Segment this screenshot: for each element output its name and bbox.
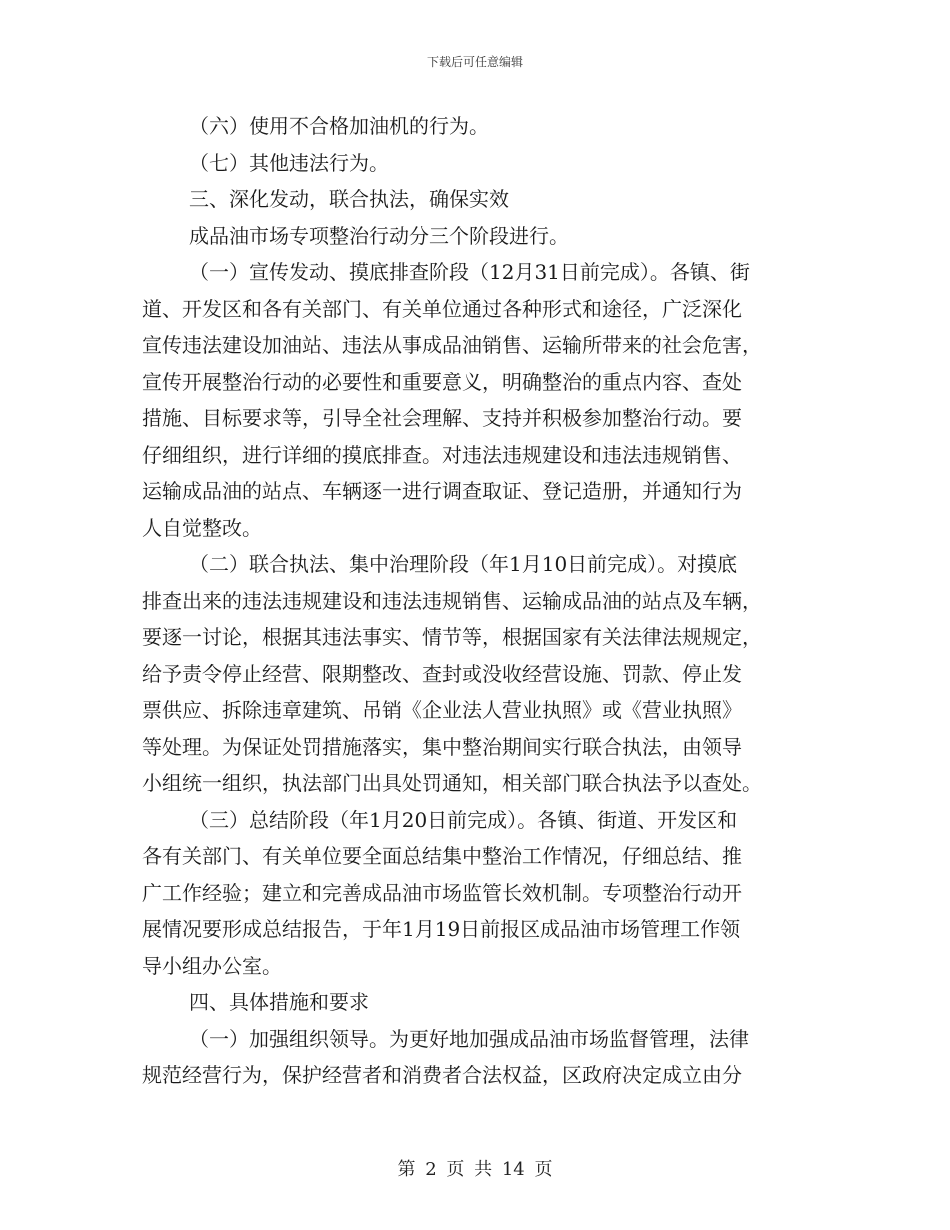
text-line: 给予责令停止经营、限期整改、查封或没收经营设施、罚款、停止发 (142, 661, 742, 686)
text-line: 宣传开展整治行动的必要性和重要意义，明确整治的重点内容、查处 (142, 369, 742, 394)
page-number: 第 2 页 共 14 页 (397, 1159, 553, 1180)
text-line: 成品油市场专项整治行动分三个阶段进行。 (189, 223, 569, 248)
page-header-note: 下载后可任意编辑 (426, 55, 523, 69)
text-line: 票供应、拆除违章建筑、吊销《企业法人营业执照》或《营业执照》 (142, 698, 742, 722)
text-line: 广工作经验；建立和完善成品油市场监管长效机制。专项整治行动开 (142, 880, 742, 905)
text-line: （一）宣传发动、摸底排查阶段（12月31日前完成）。各镇、街 (189, 260, 750, 284)
text-line: 排查出来的违法违规建设和违法违规销售、运输成品油的站点及车辆， (142, 588, 762, 613)
text-line: 运输成品油的站点、车辆逐一进行调查取证、登记造册，并通知行为 (142, 479, 742, 503)
text-line: 规范经营行为，保护经营者和消费者合法权益，区政府决定成立由分 (142, 1063, 742, 1087)
text-line: 要逐一讨论，根据其违法事实、情节等，根据国家有关法律法规规定， (142, 625, 762, 649)
text-line: （七）其他违法行为。 (189, 150, 389, 175)
text-line: 仔细组织，进行详细的摸底排查。对违法违规建设和违法违规销售、 (142, 442, 742, 467)
document-body (142, 108, 810, 1094)
text-line: （二）联合执法、集中治理阶段（年1月10日前完成）。对摸底 (189, 552, 738, 576)
text-line: 四、具体措施和要求 (189, 990, 369, 1014)
text-line: 人自觉整改。 (142, 515, 262, 540)
text-line: 等处理。为保证处罚措施落实，集中整治期间实行联合执法，由领导 (142, 734, 742, 759)
text-line: 宣传违法建设加油站、违法从事成品油销售、运输所带来的社会危害， (142, 333, 762, 357)
text-line: 措施、目标要求等，引导全社会理解、支持并积极参加整治行动。要 (142, 406, 742, 430)
text-line: （三）总结阶段（年1月20日前完成）。各镇、街道、开发区和 (189, 807, 738, 832)
text-line: （六）使用不合格加油机的行为。 (189, 114, 489, 138)
text-line: 道、开发区和各有关部门、有关单位通过各种形式和途径，广泛深化 (142, 296, 742, 321)
text-line: 三、深化发动，联合执法，确保实效 (189, 187, 509, 211)
text-line: （一）加强组织领导。为更好地加强成品油市场监督管理，法律 (189, 1026, 749, 1051)
text-line: 展情况要形成总结报告，于年1月19日前报区成品油市场管理工作领 (142, 917, 741, 941)
text-line: 各有关部门、有关单位要全面总结集中整治工作情况，仔细总结、推 (142, 844, 742, 868)
text-line: 小组统一组织，执法部门出具处罚通知，相关部门联合执法予以查处。 (142, 771, 762, 795)
text-line: 导小组办公室。 (142, 953, 282, 978)
